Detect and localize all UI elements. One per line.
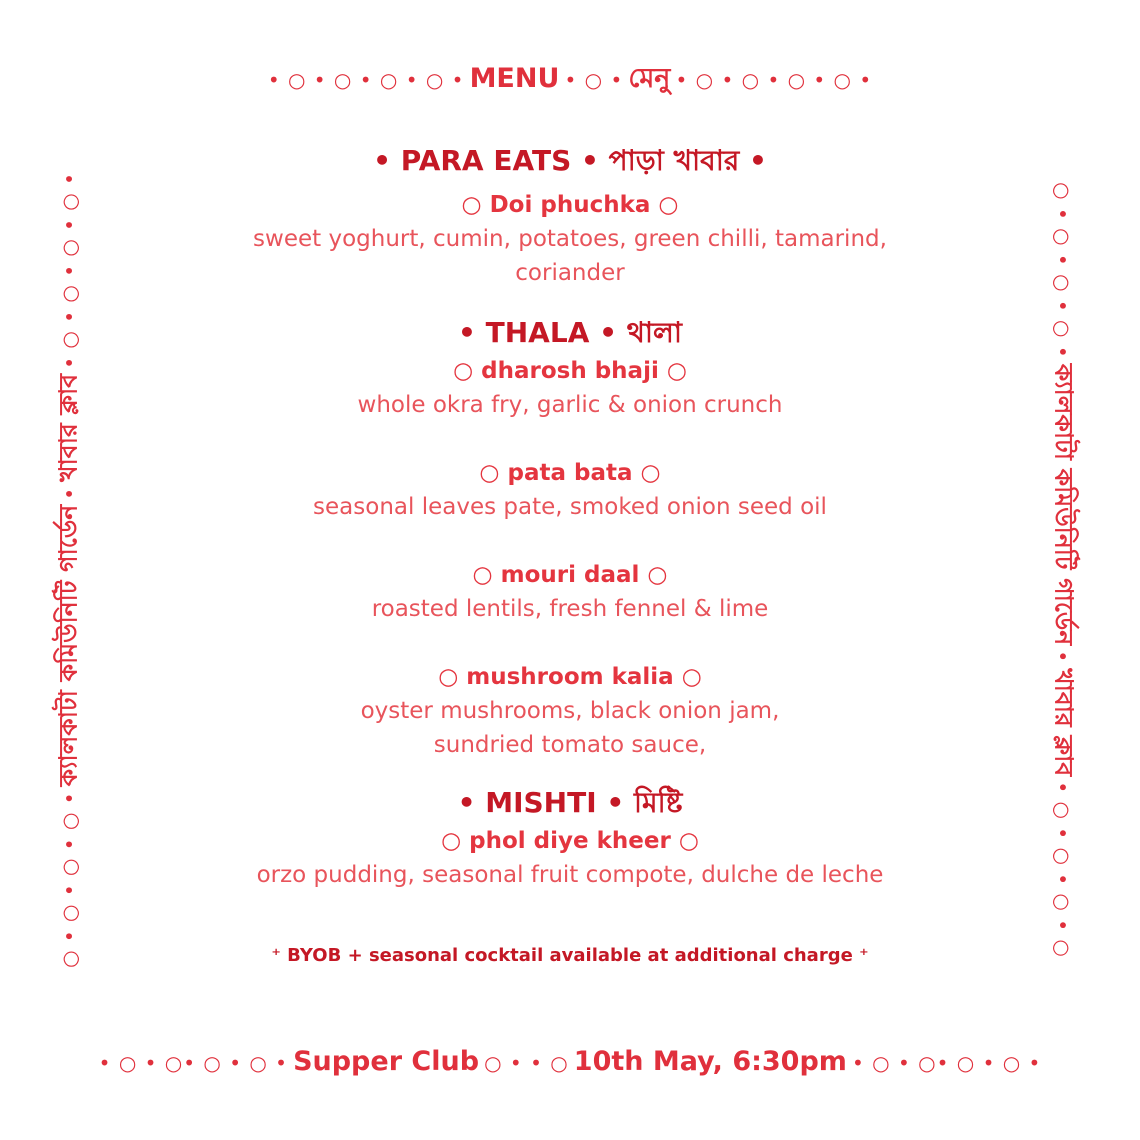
right-side-decoration-start: ○ • ○ • ○ • ○ • bbox=[1050, 182, 1075, 359]
left-side-text-club: খাবার ক্লাব bbox=[53, 373, 83, 482]
right-side-text-club: খাবার ক্লাব bbox=[1049, 668, 1079, 777]
right-side-decoration-end: • ○ • ○ • ○ • ○ bbox=[1050, 781, 1075, 958]
dish-description: whole okra fry, garlic & onion crunch bbox=[357, 392, 783, 418]
dish-name: ○ dharosh bhaji ○ bbox=[453, 358, 687, 384]
bottom-banner-right-decoration: • ○ • ○• ○ • ○ • bbox=[852, 1051, 1042, 1075]
dish-description: sweet yoghurt, cumin, potatoes, green chilli, tamarind, coriander bbox=[253, 226, 887, 286]
right-side-dot: • bbox=[1050, 650, 1075, 664]
supper-club-label: Supper Club bbox=[293, 1046, 480, 1077]
dish-name: ○ mushroom kalia ○ bbox=[438, 664, 702, 690]
left-side-banner bbox=[49, 172, 92, 968]
section-heading-para-eats: • PARA EATS • পাড়া খাবার • bbox=[373, 144, 767, 177]
dish-name: ○ mouri daal ○ bbox=[472, 562, 668, 588]
menu-title-english: MENU bbox=[469, 63, 560, 94]
section-heading-thala: • THALA • থালা bbox=[458, 316, 682, 349]
dish-description: roasted lentils, fresh fennel & lime bbox=[371, 596, 769, 622]
bottom-banner-left-decoration: • ○ • ○• ○ • ○ • bbox=[98, 1051, 288, 1075]
dish-description: orzo pudding, seasonal fruit compote, dulche de leche bbox=[256, 862, 884, 888]
dish-description: seasonal leaves pate, smoked onion seed oil bbox=[313, 494, 827, 520]
left-side-dot: • bbox=[57, 486, 82, 500]
left-side-decoration-end: • ○ • ○ • ○ • ○ • bbox=[57, 172, 82, 369]
dish-name: ○ Doi phuchka ○ bbox=[461, 192, 679, 218]
top-banner bbox=[0, 58, 1140, 103]
dish-name: ○ pata bata ○ bbox=[479, 460, 661, 486]
top-banner-left-decoration: • ○ • ○ • ○ • ○ • bbox=[267, 68, 465, 92]
menu-content bbox=[180, 140, 960, 970]
menu-title-bengali: মেনু bbox=[628, 63, 671, 94]
event-date-time: 10th May, 6:30pm bbox=[573, 1046, 847, 1077]
right-side-banner bbox=[1041, 182, 1084, 958]
top-banner-mid-decoration: • ○ • bbox=[564, 68, 624, 92]
section-heading-mishti: • MISHTI • মিষ্টি bbox=[457, 786, 683, 819]
dish-description: oyster mushrooms, black onion jam, sundried tomato sauce, bbox=[360, 698, 780, 758]
right-side-text-garden: ক্যালকাটা কমিউনিটি গার্ডেন bbox=[1049, 363, 1079, 646]
bottom-banner bbox=[0, 1046, 1140, 1077]
left-side-text-garden: ক্যালকাটা কমিউনিটি গার্ডেন bbox=[53, 504, 83, 787]
dish-name: ○ phol diye kheer ○ bbox=[441, 828, 699, 854]
bottom-banner-mid-decoration: ○ • • ○ bbox=[484, 1051, 569, 1075]
top-banner-right-decoration: • ○ • ○ • ○ • ○ • bbox=[675, 68, 873, 92]
byob-note: ⁺ BYOB + seasonal cocktail available at additional charge ⁺ bbox=[271, 945, 869, 966]
left-side-decoration-start: ○ • ○ • ○ • ○ • bbox=[57, 791, 82, 968]
